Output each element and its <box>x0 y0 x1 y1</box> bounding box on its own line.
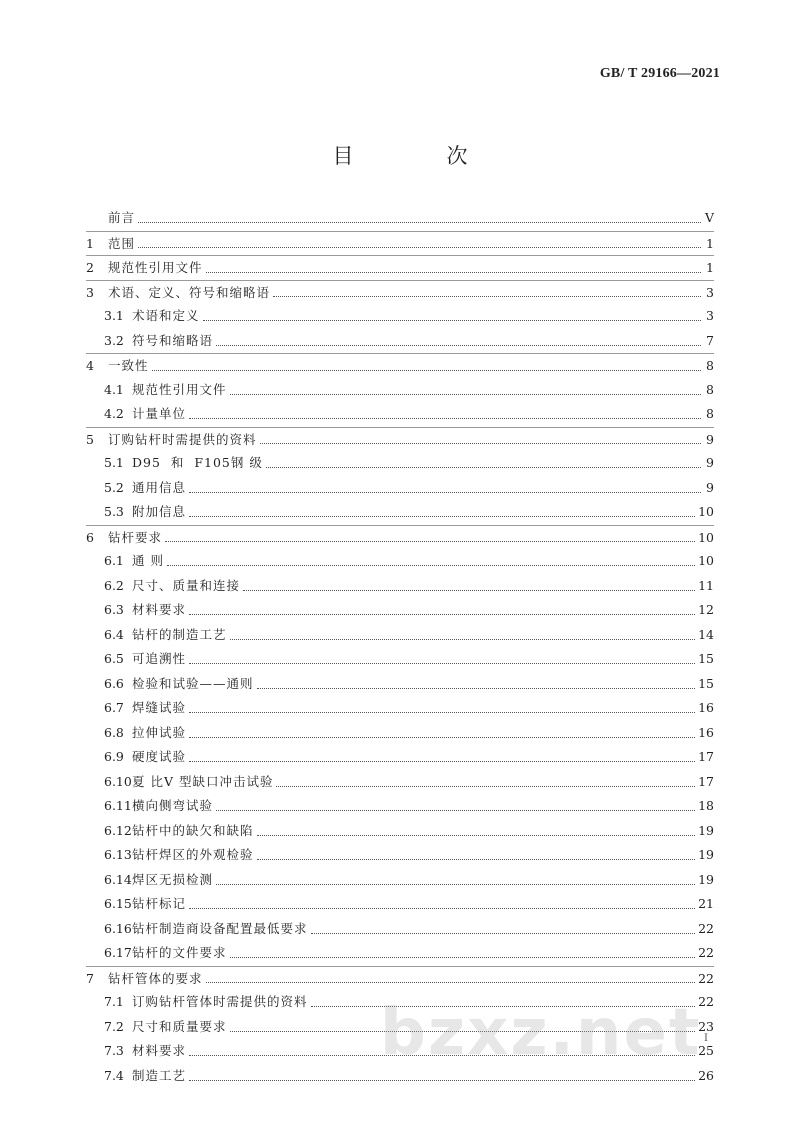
toc-entry-label: 订购钻杆时需提供的资料 <box>108 431 257 447</box>
toc-entry[interactable] <box>86 255 714 280</box>
toc-entry-number: 2 <box>86 260 94 275</box>
toc-entry[interactable] <box>86 451 714 476</box>
toc-entry-page: 16 <box>698 724 714 740</box>
toc-entry-number: 5 <box>86 431 94 447</box>
toc-leader-dots <box>311 924 696 934</box>
toc-leader-dots <box>257 679 696 689</box>
toc-entry-page: 8 <box>706 381 714 397</box>
toc-leader-dots <box>189 752 695 762</box>
toc-leader-dots <box>165 532 695 542</box>
toc-entry-page: 21 <box>698 896 714 911</box>
toc-entry[interactable] <box>86 353 714 378</box>
toc-entry-number: 6 <box>86 529 94 545</box>
toc-leader-dots <box>276 777 695 787</box>
toc-entry-label: 计量单位 <box>132 406 187 421</box>
toc-entry-number: 6.6 <box>104 675 124 691</box>
toc-entry[interactable] <box>86 672 714 697</box>
page-title: 目 次 <box>332 144 504 168</box>
toc-entry-page: 12 <box>698 602 714 617</box>
toc-leader-dots <box>257 826 696 836</box>
toc-entry-number: 6.13 <box>104 847 132 862</box>
toc-leader-dots <box>167 556 695 566</box>
toc-entry[interactable] <box>86 868 714 893</box>
toc-entry-number: 4.1 <box>104 381 124 397</box>
toc-entry[interactable] <box>86 280 714 305</box>
toc-entry-number: 6.14 <box>104 871 132 887</box>
toc-entry[interactable] <box>86 941 714 966</box>
toc-entry-label: 钻杆的文件要求 <box>132 945 227 960</box>
toc-entry-label: 术语、定义、符号和缩略语 <box>108 284 271 300</box>
toc-entry-number: 6.3 <box>104 602 124 617</box>
toc-entry[interactable] <box>86 696 714 721</box>
toc-entry-page: 15 <box>698 651 714 666</box>
toc-entry-label: 钻杆制造商设备配置最低要求 <box>132 920 308 936</box>
toc-entry-label: 钻杆焊区的外观检验 <box>132 847 254 862</box>
page-number: I <box>704 1033 708 1044</box>
toc-entry-page: 25 <box>698 1043 714 1058</box>
toc-entry[interactable] <box>86 476 714 501</box>
toc-entry-page: 22 <box>698 970 714 986</box>
toc-entry-page: 18 <box>698 798 714 813</box>
toc-leader-dots <box>189 409 701 419</box>
toc-entry-label: 术语和定义 <box>132 308 200 323</box>
toc-entry[interactable] <box>86 574 714 599</box>
toc-leader-dots <box>189 899 695 909</box>
toc-entry-page: 3 <box>706 284 714 300</box>
toc-entry-number: 6.7 <box>104 700 124 715</box>
toc-entry-number: 6.4 <box>104 626 124 642</box>
toc-entry-label: 钻杆的制造工艺 <box>132 626 227 642</box>
toc-entry-page: 19 <box>698 822 714 838</box>
toc-entry[interactable] <box>86 623 714 648</box>
toc-entry-number: 4.2 <box>104 406 124 421</box>
toc-entry-number: 7 <box>86 970 94 986</box>
toc-entry-page: V <box>704 210 714 225</box>
toc-entry[interactable] <box>86 721 714 746</box>
toc-entry-page: 17 <box>698 749 714 764</box>
standard-code: GB/ T 29166—2021 <box>599 66 720 81</box>
toc-entry-number: 3 <box>86 284 94 300</box>
toc-leader-dots <box>189 507 695 517</box>
toc-entry[interactable] <box>86 917 714 942</box>
toc-entry-number: 7.1 <box>104 994 124 1009</box>
toc-entry-page: 1 <box>706 235 714 251</box>
toc-entry-label: 钻杆管体的要求 <box>108 970 203 986</box>
toc-entry-label: D95 和 F105钢 级 <box>132 455 263 470</box>
toc-entry-page: 8 <box>706 406 714 421</box>
toc-entry[interactable] <box>86 378 714 403</box>
toc-entry-label: 硬度试验 <box>132 749 187 764</box>
toc-entry-label: 制造工艺 <box>132 1067 187 1083</box>
toc-entry[interactable] <box>86 500 714 525</box>
toc-leader-dots <box>203 311 701 321</box>
toc-leader-dots <box>189 703 695 713</box>
toc-entry-number: 6.17 <box>104 945 132 960</box>
toc-entry[interactable] <box>86 427 714 452</box>
toc-entry-page: 15 <box>698 675 714 691</box>
toc-entry-page: 10 <box>698 504 714 519</box>
toc-leader-dots <box>230 630 696 640</box>
toc-entry-page: 22 <box>698 920 714 936</box>
toc-entry-label: 订购钻杆管体时需提供的资料 <box>132 994 308 1009</box>
toc-entry-label: 通 则 <box>132 553 164 568</box>
toc-entry[interactable] <box>86 745 714 770</box>
toc-entry-page: 8 <box>706 358 714 373</box>
watermark: bzxz.net <box>380 996 702 1070</box>
toc-entry-page: 10 <box>698 529 714 545</box>
toc-entry[interactable] <box>86 206 714 231</box>
toc-entry-number: 6.2 <box>104 577 124 593</box>
toc-entry-number: 6.15 <box>104 896 132 911</box>
toc-entry-label: 符号和缩略语 <box>132 332 214 348</box>
toc-entry-label: 钻杆中的缺欠和缺陷 <box>132 822 254 838</box>
toc-entry-label: 附加信息 <box>132 504 187 519</box>
toc-entry-page: 22 <box>698 945 714 960</box>
toc-entry-label: 范围 <box>108 235 136 251</box>
toc-entry-number: 3.1 <box>104 308 124 323</box>
toc-entry-page: 10 <box>698 553 714 568</box>
toc-entry-number: 5.2 <box>104 479 124 495</box>
toc-entry-label: 尺寸和质量要求 <box>132 1018 227 1034</box>
toc-entry[interactable] <box>86 966 714 991</box>
toc-entry-page: 1 <box>706 260 714 275</box>
toc-leader-dots <box>206 973 696 983</box>
toc-leader-dots <box>138 213 701 223</box>
toc-leader-dots <box>216 875 695 885</box>
toc-leader-dots <box>257 850 696 860</box>
toc-entry-number: 7.3 <box>104 1043 124 1058</box>
toc-entry-page: 9 <box>706 479 714 495</box>
toc-entry[interactable] <box>86 525 714 550</box>
toc-leader-dots <box>260 434 701 444</box>
toc-entry[interactable] <box>86 598 714 623</box>
toc-leader-dots <box>266 458 701 468</box>
toc-entry-label: 前言 <box>108 210 136 225</box>
toc-leader-dots <box>230 385 701 395</box>
toc-entry-page: 19 <box>698 847 714 862</box>
toc-entry-page: 9 <box>706 431 714 447</box>
toc-entry-label: 材料要求 <box>132 1043 187 1058</box>
toc-entry-label: 通用信息 <box>132 479 187 495</box>
toc-entry-label: 规范性引用文件 <box>132 381 227 397</box>
toc-entry-label: 一致性 <box>108 358 149 373</box>
toc-entry-number: 5.1 <box>104 455 124 470</box>
toc-entry-page: 17 <box>698 773 714 789</box>
toc-entry-number: 3.2 <box>104 332 124 348</box>
toc-leader-dots <box>189 654 695 664</box>
toc-entry-label: 拉伸试验 <box>132 724 187 740</box>
toc-entry[interactable] <box>86 843 714 868</box>
toc-list <box>86 206 714 1088</box>
toc-entry-page: 9 <box>706 455 714 470</box>
toc-leader-dots <box>243 581 695 591</box>
toc-leader-dots <box>216 336 701 346</box>
toc-entry-page: 23 <box>698 1018 714 1034</box>
toc-leader-dots <box>138 238 701 248</box>
toc-entry-label: 焊缝试验 <box>132 700 187 715</box>
toc-entry-label: 尺寸、质量和连接 <box>132 577 241 593</box>
toc-entry[interactable] <box>86 892 714 917</box>
toc-entry[interactable] <box>86 549 714 574</box>
toc-entry-number: 6.5 <box>104 651 124 666</box>
toc-entry-label: 夏 比V 型缺口冲击试验 <box>132 773 274 789</box>
toc-entry[interactable] <box>86 819 714 844</box>
toc-entry-number: 6.8 <box>104 724 124 740</box>
toc-entry-label: 钻杆标记 <box>132 896 187 911</box>
toc-entry-page: 22 <box>698 994 714 1009</box>
toc-entry-page: 14 <box>698 626 714 642</box>
toc-entry[interactable] <box>86 329 714 354</box>
toc-entry-page: 16 <box>698 700 714 715</box>
toc-entry-label: 材料要求 <box>132 602 187 617</box>
toc-leader-dots <box>189 728 695 738</box>
toc-entry-label: 规范性引用文件 <box>108 260 203 275</box>
toc-leader-dots <box>152 361 701 371</box>
toc-leader-dots <box>189 1071 695 1081</box>
toc-entry-page: 26 <box>698 1067 714 1083</box>
toc-entry-label: 钻杆要求 <box>108 529 163 545</box>
toc-entry-number: 7.2 <box>104 1018 124 1034</box>
toc-entry-label: 检验和试验——通则 <box>132 675 254 691</box>
toc-entry-number: 6.12 <box>104 822 132 838</box>
toc-entry-number: 5.3 <box>104 504 124 519</box>
toc-entry-page: 3 <box>706 308 714 323</box>
toc-entry[interactable] <box>86 402 714 427</box>
toc-entry-number: 7.4 <box>104 1067 124 1083</box>
toc-leader-dots <box>206 263 701 273</box>
toc-entry-number: 6.16 <box>104 920 132 936</box>
toc-entry-number: 6.1 <box>104 553 124 568</box>
toc-entry[interactable] <box>86 647 714 672</box>
toc-entry-number: 6.9 <box>104 749 124 764</box>
toc-entry-page: 7 <box>706 332 714 348</box>
toc-entry-page: 19 <box>698 871 714 887</box>
toc-entry[interactable] <box>86 231 714 256</box>
toc-entry[interactable] <box>86 794 714 819</box>
toc-entry-label: 焊区无损检测 <box>132 871 214 887</box>
toc-leader-dots <box>189 605 695 615</box>
toc-entry-label: 横向侧弯试验 <box>132 798 214 813</box>
toc-entry-number: 4 <box>86 358 94 373</box>
toc-entry-page: 11 <box>698 577 714 593</box>
toc-leader-dots <box>230 948 696 958</box>
toc-entry[interactable] <box>86 770 714 795</box>
toc-leader-dots <box>273 287 701 297</box>
toc-leader-dots <box>216 801 695 811</box>
toc-leader-dots <box>189 483 701 493</box>
toc-entry-label: 可追溯性 <box>132 651 187 666</box>
toc-entry-number: 6.11 <box>104 798 132 813</box>
toc-entry-number: 6.10 <box>104 773 132 789</box>
toc-entry-number: 1 <box>86 235 94 251</box>
toc-entry[interactable] <box>86 304 714 329</box>
